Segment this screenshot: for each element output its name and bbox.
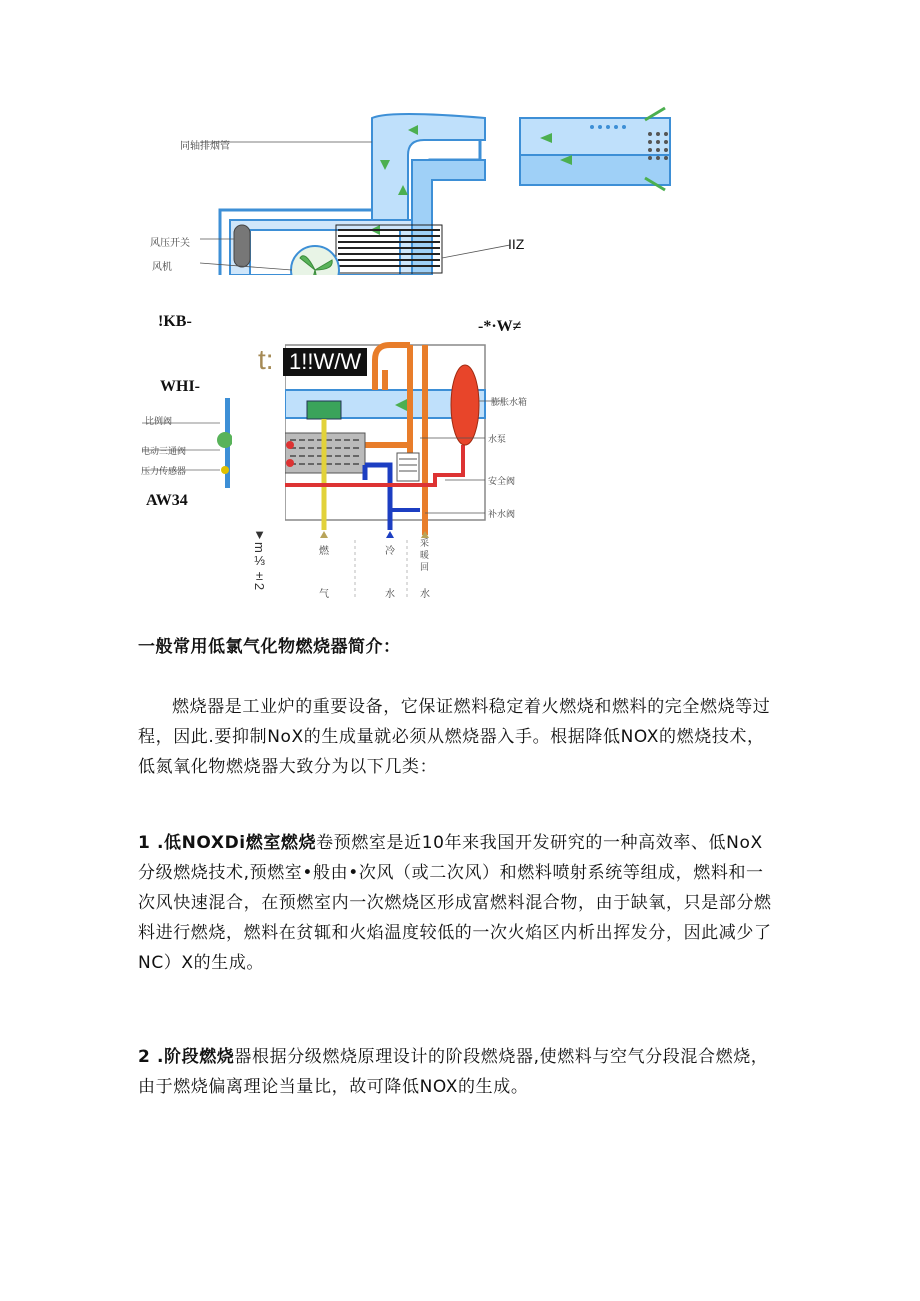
item-1-body: 卷预燃室是近10年来我国开发研究的一种高效率、低NoX分级燃烧技术,预燃室•般由•次风（或二次风）和燃料喷射系统等组成，燃料和一次风快速混合，在预燃室内一次燃烧区形成富燃料混合物，由于缺氧，只是部分燃料进行燃烧，燃料在贫辄和火焰温度较低的一次火焰区内析出挥发分，因此减少了NC）X的生成。 (138, 833, 772, 973)
ocr-iiz: IIZ (508, 236, 525, 252)
item-1-lead: 1 .低NOXDi燃室燃烧 (138, 833, 317, 853)
left-label-1: 比例阀 (145, 417, 173, 427)
wind-switch-label: 风压开关 (150, 238, 190, 249)
pump-label: 水泵 (488, 435, 507, 445)
ocr-vertical: ▼m⅓±2 (252, 527, 267, 591)
left-label-3: 压力传感器 (141, 467, 187, 477)
safety-valve-label: 安全阀 (488, 477, 516, 487)
section-heading: 一般常用低氯气化物燃烧器简介： (138, 637, 401, 657)
flue-pipe-label: 同轴排烟管 (180, 141, 230, 152)
return-inlet-label-1: 采暖回 (420, 539, 430, 573)
return-inlet-label-2: 水 (420, 589, 430, 600)
item-2-body: 器根据分级燃烧原理设计的阶段燃烧器,使燃料与空气分段混合燃烧，由于燃烧偏离理论当量比，故可降低NOX的生成。 (138, 1047, 769, 1097)
fill-valve-label: 补水阀 (488, 510, 516, 520)
ocr-t: t: (258, 344, 274, 375)
cold-inlet-label-2: 水 (385, 589, 395, 600)
flue-fan-illustration (140, 100, 680, 275)
item-2 (138, 1042, 778, 1102)
intro-paragraph: 燃烧器是工业炉的重要设备，它保证燃料稳定着火燃烧和燃料的完全燃烧等过程，因此.要抑制NoX的生成量就必须从燃烧器入手。根据降低NOX的燃烧技术，低氮氧化物燃烧器大致分为以下几类： (138, 697, 771, 777)
item-2-lead: 2 .阶段燃烧 (138, 1047, 235, 1067)
ocr-kb: !KB- (158, 313, 192, 330)
fan-label: 风机 (152, 262, 172, 273)
cold-inlet-label-1: 冷 (385, 546, 395, 557)
expansion-tank-label: 膨胀水箱 (491, 398, 528, 408)
ocr-aw34: AW34 (146, 492, 188, 509)
item-1 (138, 828, 778, 978)
gas-inlet-label-1: 燃 (319, 546, 329, 557)
ocr-right: -*·W≠ (478, 318, 522, 335)
ocr-whi: WHI- (160, 378, 200, 395)
gas-inlet-label-2: 气 (319, 589, 329, 600)
ocr-black-box: 1!!W/W (283, 348, 367, 376)
left-label-2: 电动三通阀 (141, 447, 187, 457)
